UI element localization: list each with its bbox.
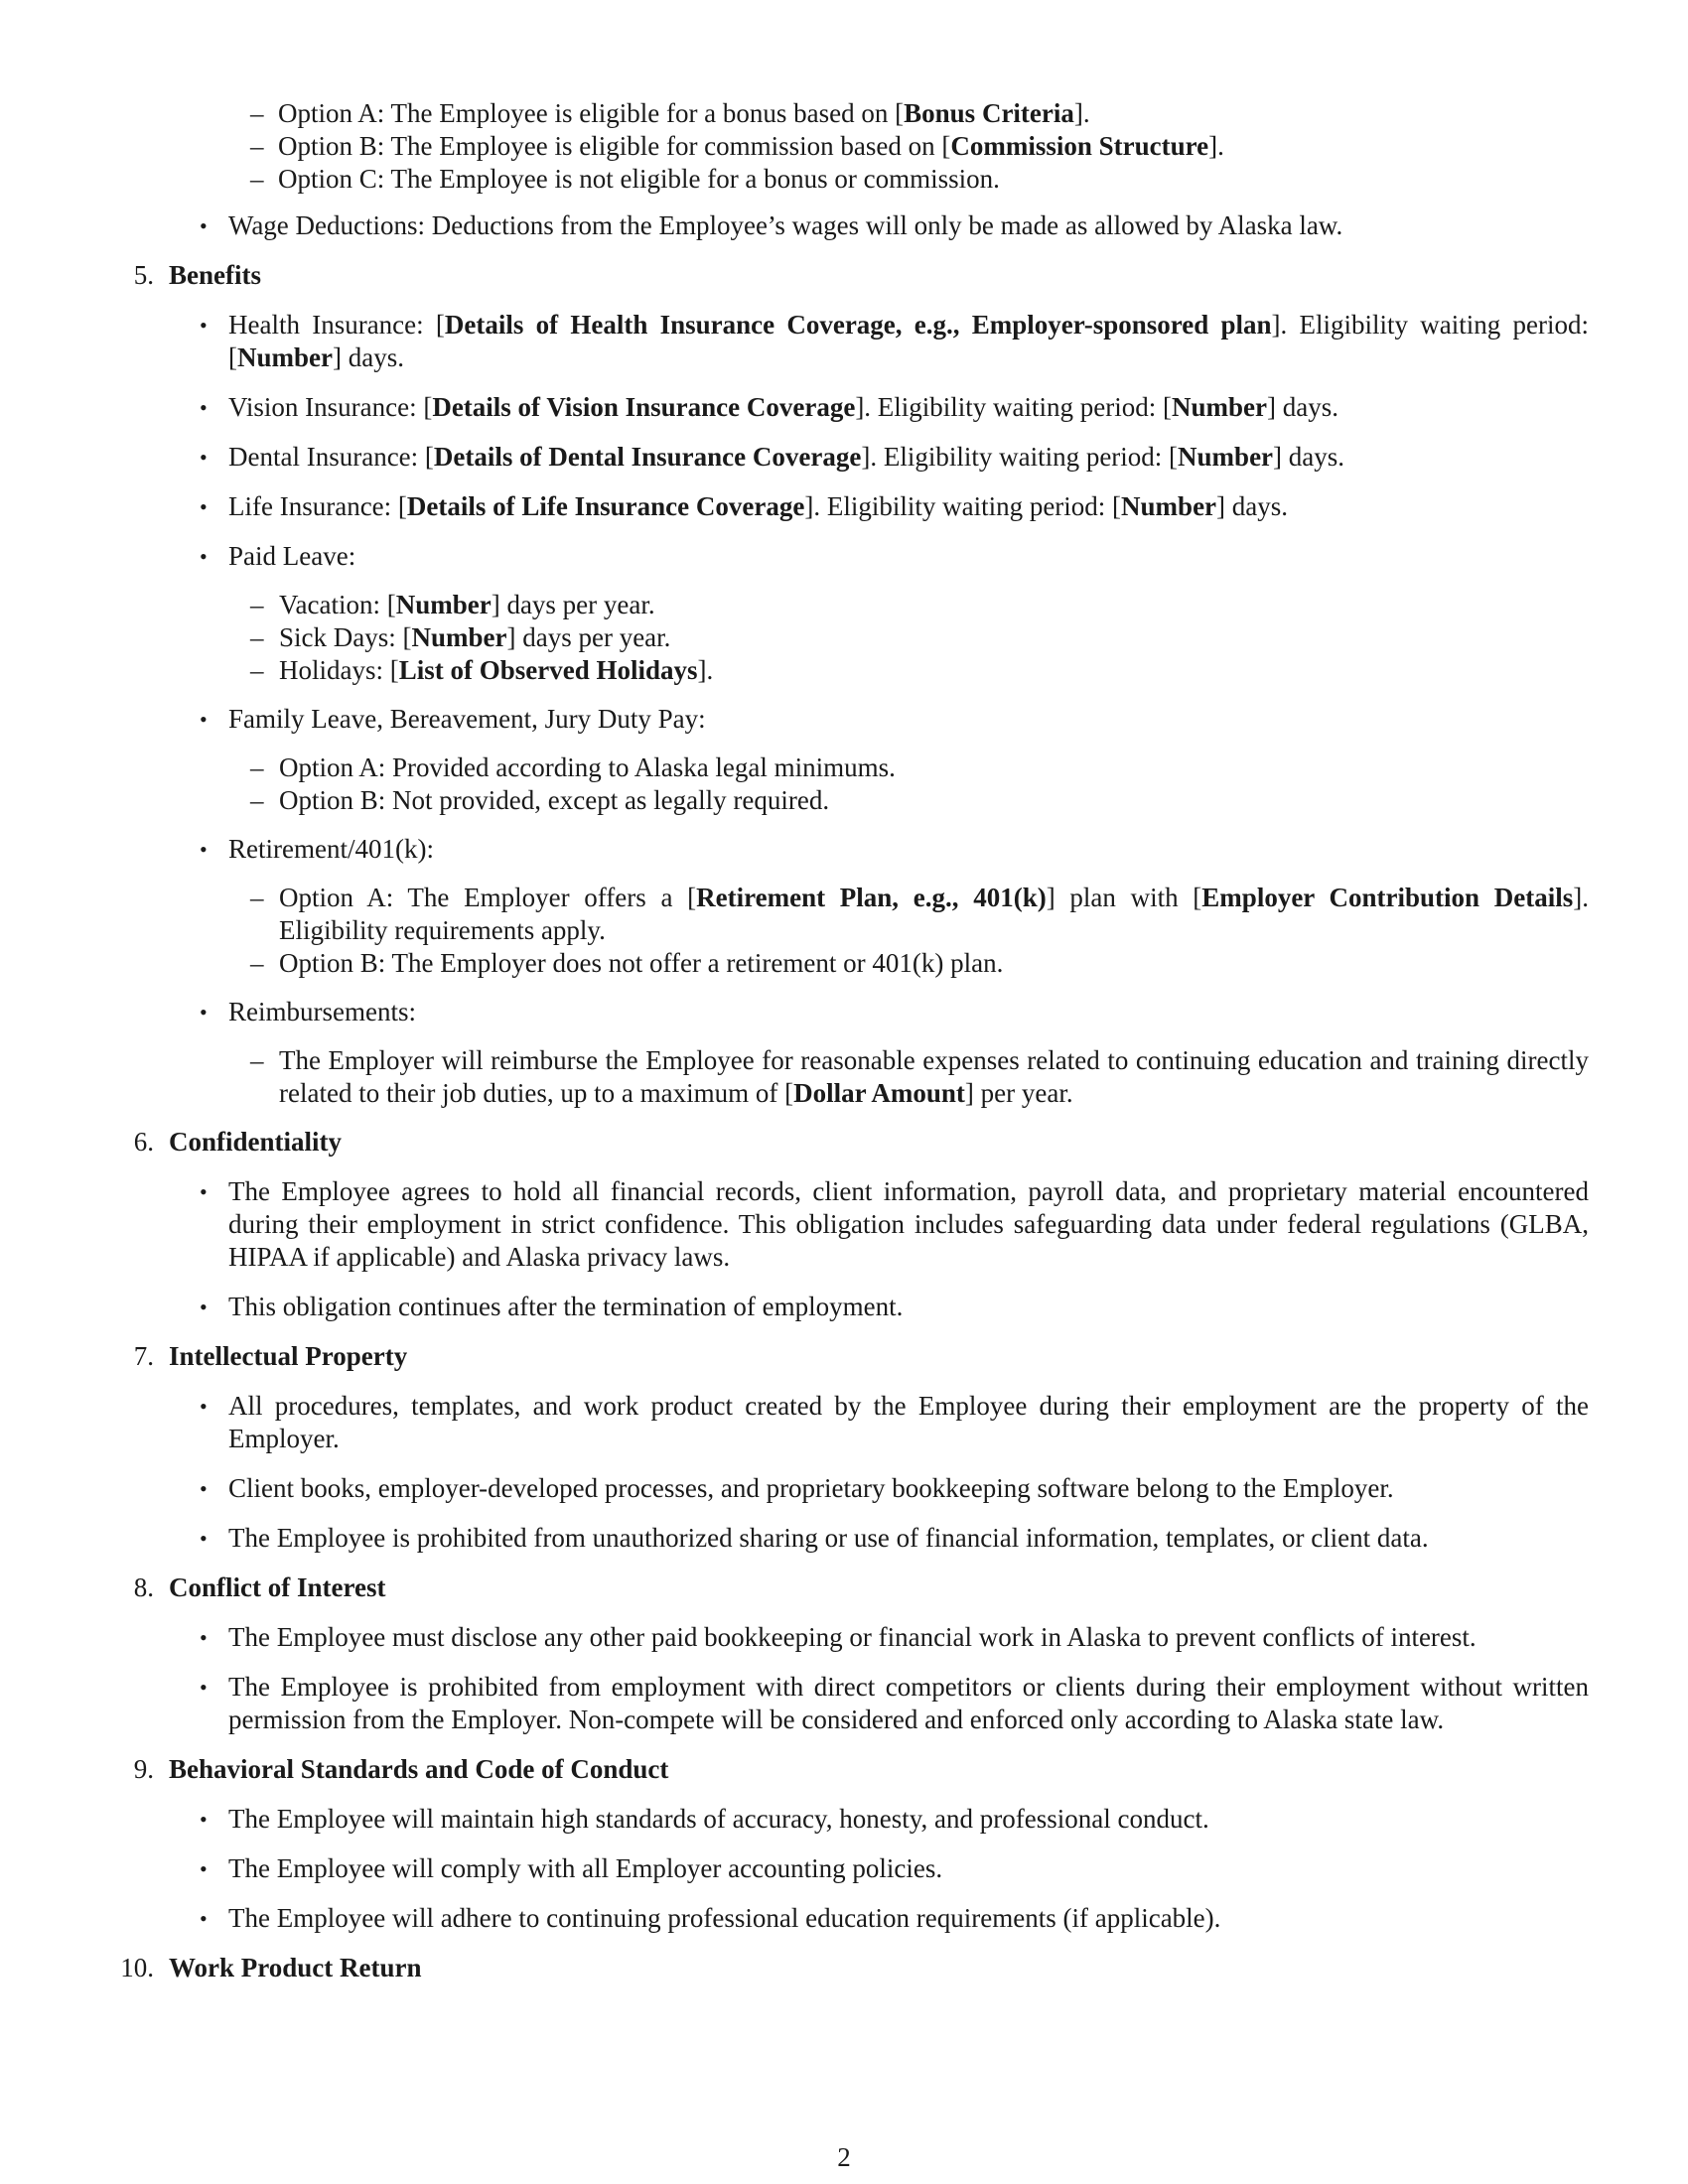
conduct-item: • The Employee will adhere to continuing professional education requirements (if applicable). bbox=[200, 1903, 1221, 1933]
section-10-heading: 10. Work Product Return bbox=[120, 1953, 422, 1982]
section-7-heading: 7. Intellectual Property bbox=[133, 1341, 408, 1371]
ip-item: • All procedures, templates, and work product created by the Employee during their employment are the property of the Employer. bbox=[200, 1391, 1589, 1453]
family-leave-option-a: – Option A: Provided according to Alaska legal minimums. bbox=[250, 752, 896, 782]
section-5-heading: 5. Benefits bbox=[133, 260, 261, 290]
life-insurance: • Life Insurance: [Details of Life Insurance Coverage]. Eligibility waiting period: [Number] days. bbox=[200, 491, 1289, 521]
conduct-item: • The Employee will maintain high standards of accuracy, honesty, and professional conduct. bbox=[200, 1804, 1209, 1834]
section-6-heading: 6. Confidentiality bbox=[133, 1127, 343, 1157]
family-leave: • Family Leave, Bereavement, Jury Duty Pay: – Option A: Provided according to Alaska legal minimums. – Option B: Not provided, except as legally required. bbox=[109, 703, 1589, 817]
option-a: – Option A: The Employee is eligible for a bonus based on [Bonus Criteria]. bbox=[250, 98, 1090, 128]
holidays-item: – Holidays: [List of Observed Holidays]. bbox=[250, 655, 714, 685]
confidentiality-item: • This obligation continues after the termination of employment. bbox=[200, 1292, 904, 1321]
health-insurance: • Health Insurance: [Details of Health Insurance Coverage, e.g., Employer-sponsored plan]. Eligibility waiting period: [Number] days. bbox=[200, 310, 1589, 372]
ip-item: • Client books, employer-developed processes, and proprietary bookkeeping software belong to the Employer. bbox=[200, 1473, 1394, 1503]
vacation-item: – Vacation: [Number] days per year. bbox=[250, 590, 655, 619]
paid-leave-list bbox=[228, 589, 1589, 687]
conflict-item: • The Employee is prohibited from employment with direct competitors or clients during their employment without written permission from the Employer. Non-compete will be considered and enforced only according to Alaska state law. bbox=[200, 1672, 1589, 1734]
family-leave-option-b: – Option B: Not provided, except as legally required. bbox=[250, 785, 830, 815]
section-8-heading: 8. Conflict of Interest bbox=[133, 1572, 386, 1602]
reimbursements-list bbox=[228, 1044, 1589, 1110]
option-b: – Option B: The Employee is eligible for commission based on [Commission Structure]. bbox=[250, 131, 1224, 161]
section-9-heading: 9. Behavioral Standards and Code of Conduct bbox=[133, 1754, 669, 1784]
retirement-list bbox=[228, 882, 1589, 980]
ip-item: • The Employee is prohibited from unauthorized sharing or use of financial information, templates, or client data. bbox=[200, 1523, 1429, 1553]
wage-deductions: • Wage Deductions: Deductions from the Employee’s wages will only be made as allowed by Alaska law. bbox=[200, 210, 1343, 240]
dental-insurance: • Dental Insurance: [Details of Dental Insurance Coverage]. Eligibility waiting period: [Number] days. bbox=[200, 442, 1345, 472]
family-leave-list bbox=[228, 751, 1589, 817]
document-body bbox=[109, 97, 1589, 2001]
sick-days-item: – Sick Days: [Number] days per year. bbox=[250, 622, 671, 652]
reimbursements-item: – The Employer will reimburse the Employee for reasonable expenses related to continuing education and training directly related to their job duties, up to a maximum of [Dollar Amount] per year. bbox=[250, 1045, 1589, 1108]
option-c: – Option C: The Employee is not eligible for a bonus or commission. bbox=[250, 164, 1000, 194]
conflict-item: • The Employee must disclose any other paid bookkeeping or financial work in Alaska to prevent conflicts of interest. bbox=[200, 1622, 1477, 1652]
vision-insurance: • Vision Insurance: [Details of Vision Insurance Coverage]. Eligibility waiting period: [Number] days. bbox=[200, 392, 1338, 422]
retirement-option-b: – Option B: The Employer does not offer a retirement or 401(k) plan. bbox=[250, 948, 1004, 978]
retirement-option-a: – Option A: The Employer offers a [Retirement Plan, e.g., 401(k)] plan with [Employer Contribution Details]. Eligibility requirements apply. bbox=[250, 883, 1589, 945]
paid-leave: • Paid Leave: – Vacation: [Number] days per year. – Sick Days: [Number] days per year. – Holidays: [List of Observed Holidays]. bbox=[109, 540, 1589, 687]
retirement: • Retirement/401(k): – Option A: The Employer offers a [Retirement Plan, e.g., 401(k)] plan with [Employer Contribution Details]. Eligibility requirements apply. – Option B: The Employer does not offer a retirement or 401(k) plan. bbox=[200, 834, 1589, 978]
conduct-item: • The Employee will comply with all Employer accounting policies. bbox=[200, 1853, 943, 1883]
compensation-options bbox=[109, 97, 1589, 196]
page-number: 2 bbox=[837, 2142, 851, 2172]
reimbursements: • Reimbursements: – The Employer will reimburse the Employee for reasonable expenses related to continuing education and training directly related to their job duties, up to a maximum of [Dollar Amount] per year. bbox=[200, 997, 1589, 1108]
confidentiality-item: • The Employee agrees to hold all financial records, client information, payroll data, and proprietary material encountered during their employment in strict confidence. This obligation includes safeguarding data under federal regulations (GLBA, HIPAA if applicable) and Alaska privacy laws. bbox=[200, 1176, 1589, 1272]
